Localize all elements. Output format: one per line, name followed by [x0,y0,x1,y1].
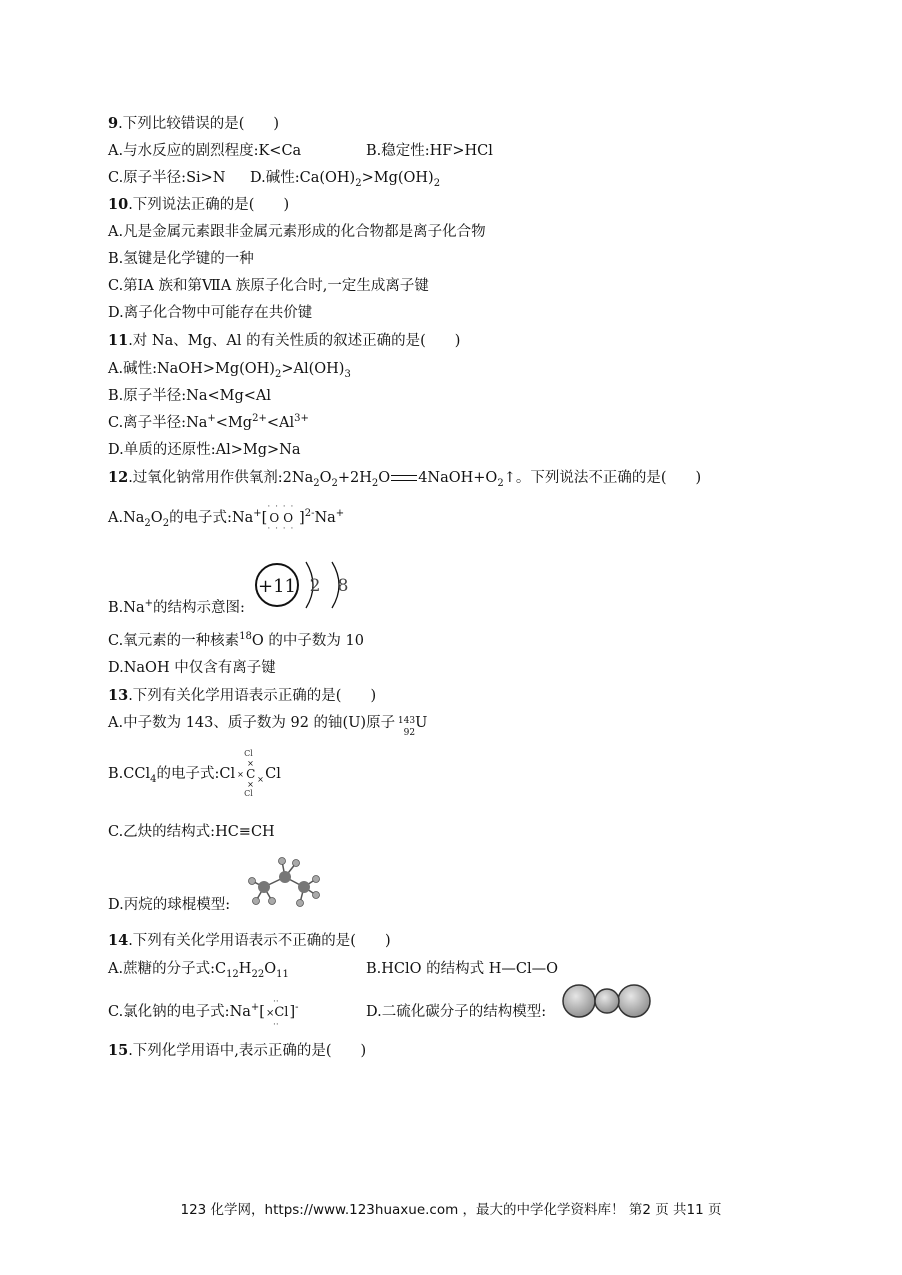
q13-stem: 13.下列有关化学用语表示正确的是( ) [108,687,377,704]
q10-option-a: A.凡是金属元素跟非金属元素形成的化合物都是离子化合物 [108,224,486,240]
q12-option-d: D.NaOH 中仅含有离子键 [108,660,276,676]
q11-option-d: D.单质的还原性:Al>Mg>Na [108,442,301,458]
shell-2-electrons: 8 [337,576,349,596]
q11-stem: 11.对 Na、Mg、Al 的有关性质的叙述正确的是( ) [108,332,461,349]
q10-option-b: B.氢键是化学键的一种 [108,251,254,267]
q9-option-d: D.碱性$:Ca(OH)_2>Mg(OH)_2$ [250,170,441,189]
q11-option-c: C.离子半径$:Na^+<Mg^{2+}<Al^{3+}$ [108,413,309,431]
q9-option-a: A.与水反应的剧烈程度:K<Ca [108,143,302,159]
q12-stem: 12.过氧化钠常用作供氧剂$:2Na_2O_2+2H_2O$ $4NaOH+O_2↑$。下列说法不正确的是( ) [108,469,702,489]
equals-sign-icon [391,475,417,481]
cs2-space-filling-model [561,984,653,1020]
shell-1-electrons: 2 [309,576,321,596]
ccl4-electron-dots: Cl × × C × × Cl [237,749,264,798]
page-footer: 123 化学网，https://www.123huaxue.com ，最大的中学化学资料库！ 第2 页 共11 页 [180,1202,722,1218]
q14-stem: 14.下列有关化学用语表示不正确的是( ) [108,932,391,949]
q10-option-d: D.离子化合物中可能存在共价键 [108,305,313,321]
q12-option-a: $A.Na_2O_2$的电子式:Na+[ · · · · OO · · · · ]$^{2-}$Na+ [108,502,345,534]
q14-option-b: B.HClO 的结构式 H—Cl—O [366,961,559,977]
nucleus-charge: +11 [258,576,296,597]
peroxide-electron-dots: · · · · OO · · · · [267,502,298,534]
q12-option-c: C.氧元素的一种核素$^{18}$O 的中子数为 10 [108,631,364,649]
propane-ball-stick-model [242,855,324,913]
q9-option-b: B.稳定性:HF>HCl [366,143,493,159]
q11-option-b: B.原子半径:Na<Mg<Al [108,388,272,404]
nuclide-notation: 143 92 [397,716,416,738]
q13-option-b: B.CCl$_4$的电子式:Cl Cl × × C × × Cl Cl [108,749,281,798]
chloride-electron-dots: ·· ×Cl ·· [265,997,289,1030]
q15-stem: 15.下列化学用语中,表示正确的是( ) [108,1042,367,1059]
q10-option-c: C.第ⅠA 族和第ⅦA 族原子化合时,一定生成离子键 [108,278,429,294]
q13-option-d: D.丙烷的球棍模型: [108,897,231,913]
q14-option-a: A.蔗糖的分子式$:C_{12}H_{22}O_{11}$ [108,961,289,980]
q14-option-d: D.二硫化碳分子的结构模型: [366,1004,547,1020]
q10-stem: 10.下列说法正确的是( ) [108,196,290,213]
q13-option-a: A.中子数为 143、质子数为 92 的铀(U)原子 143 92 U [108,715,428,738]
na-ion-structure-diagram [252,558,362,614]
q12-option-b: B.Na+的结构示意图: [108,598,245,616]
q13-option-c: C.乙炔的结构式:HC≡CH [108,824,275,840]
q11-option-a: A.碱性$:NaOH>Mg(OH)_2>Al(OH)_3$ [108,361,351,380]
q9-option-c: C.原子半径:Si>N [108,170,226,186]
q14-option-c: C.氯化钠的电子式:Na+[ ·· ×Cl ·· ]- [108,997,299,1030]
q9-stem: 9.下列比较错误的是( ) [108,115,280,132]
